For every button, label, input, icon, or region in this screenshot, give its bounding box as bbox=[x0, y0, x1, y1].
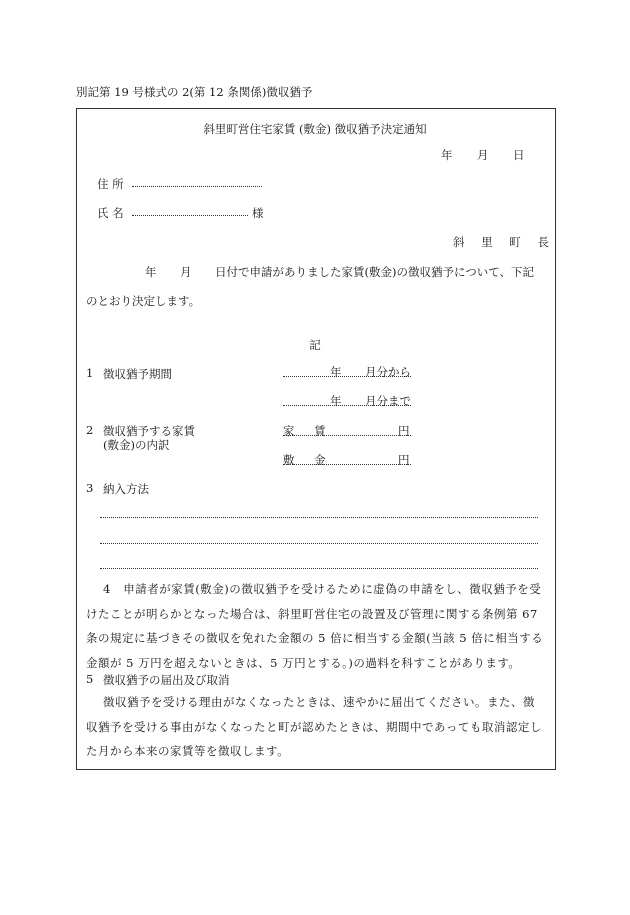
name-label: 氏 名 bbox=[97, 206, 124, 220]
period-from-year: 年 bbox=[330, 365, 342, 379]
deposit-field bbox=[283, 464, 411, 465]
item2-number: 2 bbox=[86, 423, 94, 437]
item4-text: 申請者が家賃(敷金)の徴収猶予を受けるために虚偽の申請をし、徴収猶予を受けたことが明らかとなった場合は、斜里町営住宅の設置及び管理に関する条例第 67 条の規定に基づきその徴収を免れた金額の 5 倍に相当する金額(当該 5 倍に相当する金額が 5 万円を超えないときは、5 万円とする。)の過料を科すことがあります。 bbox=[86, 582, 544, 670]
ki-heading: 記 bbox=[309, 338, 321, 352]
deposit-yen-unit: 円 bbox=[398, 453, 410, 467]
address-label: 住 所 bbox=[97, 177, 124, 191]
honorific: 様 bbox=[252, 206, 264, 220]
item1-number: 1 bbox=[86, 366, 94, 380]
period-to-year: 年 bbox=[330, 394, 342, 408]
item5-label: 徴収猶予の届出及び取消 bbox=[103, 673, 230, 687]
item5-number: 5 bbox=[86, 672, 94, 686]
date-month-label: 月 bbox=[477, 148, 489, 162]
address-field bbox=[132, 186, 262, 187]
rent-field bbox=[283, 435, 411, 436]
item4-paragraph bbox=[86, 577, 546, 675]
issuer: 斜 里 町 長 bbox=[453, 235, 556, 249]
item4-number: 4 bbox=[103, 582, 111, 596]
body-year: 年 bbox=[145, 265, 157, 279]
item3-label: 納入方法 bbox=[103, 482, 149, 496]
period-from-month: 月分から bbox=[365, 365, 411, 379]
payment-method-line-3 bbox=[100, 568, 538, 569]
item2-label-line1: 徴収猶予する家賃 bbox=[103, 424, 195, 438]
item2-label-line2: (敷金)の内訳 bbox=[103, 438, 170, 452]
rent-label: 家 賃 bbox=[283, 424, 334, 438]
body-text-line2: のとおり決定します。 bbox=[86, 294, 201, 308]
item5-text: 徴収猶予を受ける理由がなくなったときは、速やかに届出てください。また、徴収猶予を受ける事由がなくなったと町が認めたときは、期間中であっても取消認定した月から本来の家賃等を徴収します。 bbox=[86, 695, 542, 758]
rent-yen-unit: 円 bbox=[398, 424, 410, 438]
date-day-label: 日 bbox=[513, 148, 525, 162]
item3-number: 3 bbox=[86, 481, 94, 495]
document-title: 斜里町営住宅家賃 (敷金) 徴収猶予決定通知 bbox=[203, 122, 427, 136]
payment-method-line-2 bbox=[100, 543, 538, 544]
item1-label: 徴収猶予期間 bbox=[103, 367, 172, 381]
body-month: 月 bbox=[180, 265, 192, 279]
form-label: 別記第 19 号様式の 2(第 12 条関係)徴収猶予 bbox=[76, 85, 313, 99]
date-year-label: 年 bbox=[441, 148, 453, 162]
body-text-line1: 日付で申請がありました家賃(敷金)の徴収猶予について、下記 bbox=[215, 265, 535, 279]
payment-method-line-1 bbox=[100, 517, 538, 518]
deposit-label: 敷 金 bbox=[283, 453, 334, 467]
period-to-month: 月分まで bbox=[365, 394, 411, 408]
name-field bbox=[132, 215, 248, 216]
